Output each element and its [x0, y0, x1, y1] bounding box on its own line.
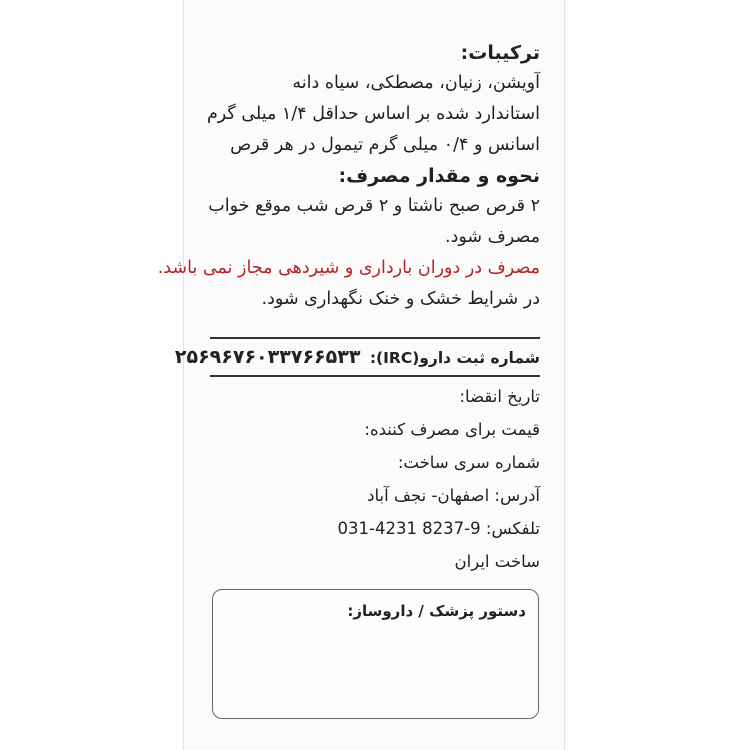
info-block [210, 380, 540, 578]
ingredients-line: استاندارد شده بر اساس حداقل ۱/۴ میلی گرم [206, 104, 540, 124]
dosage-line: مصرف شود. [445, 227, 540, 247]
prescription-box [212, 589, 539, 719]
prescription-label: دستور پزشک / داروساز: [347, 602, 526, 620]
telfax-label: تلفکس: [485, 519, 540, 538]
expiry-date-label: تاریخ انقضا: [459, 387, 540, 406]
registration-label: شماره ثبت دارو(IRC): [369, 349, 540, 367]
divider-bottom [210, 375, 540, 377]
registration-row [174, 346, 540, 369]
divider-top [210, 337, 540, 339]
ingredients-line: اسانس و ۰/۴ میلی گرم تیمول در هر قرص [230, 135, 540, 155]
telfax-row [210, 512, 540, 545]
storage-instruction: در شرایط خشک و خنک نگهداری شود. [261, 289, 540, 309]
made-in-iran: ساخت ایران [454, 552, 540, 571]
address: آدرس: اصفهان- نجف آباد [367, 486, 540, 505]
pregnancy-warning: مصرف در دوران بارداری و شیردهی مجاز نمی باشد. [157, 258, 540, 278]
dosage-heading: نحوه و مقدار مصرف: [338, 165, 540, 187]
consumer-price-label: قیمت برای مصرف کننده: [364, 420, 540, 439]
batch-number-label: شماره سری ساخت: [397, 453, 540, 472]
ingredients-heading: ترکیبات: [460, 42, 540, 64]
ingredients-line: آویشن، زنیان، مصطکی، سیاه دانه [292, 73, 540, 93]
label-text-block [157, 38, 540, 315]
dosage-line: ۲ قرص صبح ناشتا و ۲ قرص شب موقع خواب [208, 196, 540, 216]
registration-number: ۲۵۶۹۶۷۶۰۳۳۷۶۶۵۳۳ [174, 346, 361, 368]
telfax-number: 031-4231 8237-9 [337, 519, 481, 538]
